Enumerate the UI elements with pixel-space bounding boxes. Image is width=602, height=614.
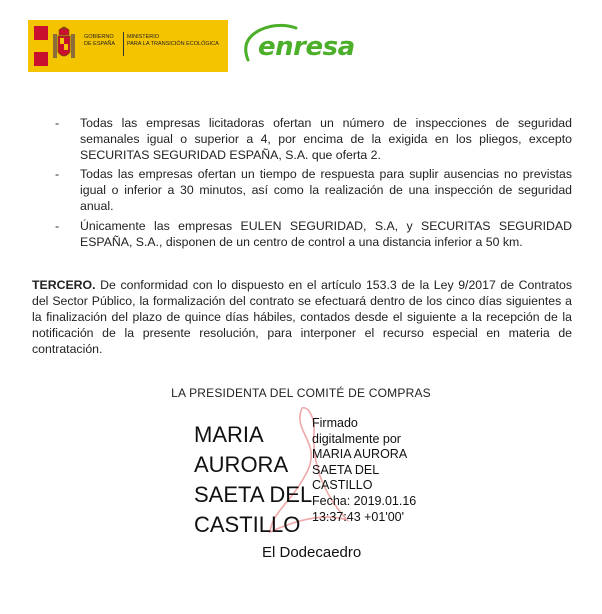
bullet-text: Todas las empresas licitadoras ofertan un número de inspecciones de seguridad semanales igual o superior a 4, por encima de la exigida en los pliegos, excepto SECURITAS SEGURIDAD ESPAÑA, S.A. que oferta 2.: [80, 116, 572, 162]
tercero-text: De conformidad con lo dispuesto en el artículo 153.3 de la Ley 9/2017 de Contratos del Sector Público, la formalización del contrato se efectuará dentro de los cinco días siguientes a la finalización del plazo de quince días hábiles, contados desde el siguiente a la recepción de la notificación de la presente resolución, para interponer el recurso especial en materia de contratación.: [32, 278, 572, 356]
signatory-role: LA PRESIDENTA DEL COMITÉ DE COMPRAS: [171, 386, 431, 400]
tercero-label: TERCERO.: [32, 278, 96, 293]
signer-name-line: SAETA DEL: [194, 482, 313, 507]
gobierno-label: GOBIERNO DE ESPAÑA: [84, 34, 116, 47]
digital-line: MARIA AURORA: [312, 447, 408, 462]
bullet-item: [32, 219, 572, 251]
footer-watermark-text: El Dodecaedro: [262, 544, 362, 561]
signer-name-line: MARIA: [194, 422, 264, 447]
bullet-text: Todas las empresas ofertan un tiempo de respuesta para suplir ausencias no previstas igual o inferior a 30 minutos, así como la realización de una inspección de seguridad anual.: [80, 167, 572, 213]
bullet-dash: -: [55, 167, 60, 182]
digital-line: digitalmente por: [312, 431, 401, 446]
coat-of-arms-icon: [50, 24, 78, 68]
digital-line: CASTILLO: [312, 478, 373, 493]
digital-line: 13:37:43 +01'00': [312, 509, 405, 524]
document-header: [28, 20, 588, 76]
digital-line: SAETA DEL: [312, 462, 380, 477]
ministerio-label: MINISTERIO PARA LA TRANSICIÓN ECOLÓGICA: [127, 34, 219, 47]
bullet-text: Únicamente las empresas EULEN SEGURIDAD, S.A, y SECURITAS SEGURIDAD ESPAÑA, S.A., disponen de un centro de control a una distancia inferior a 50 km.: [80, 218, 572, 249]
bullet-item: [32, 167, 572, 214]
digital-line: Firmado: [312, 416, 358, 430]
bullet-dash: -: [55, 116, 60, 130]
enresa-wordmark: enresa: [258, 32, 355, 62]
digital-signature-info: [312, 416, 416, 525]
gobierno-espana-logo: [28, 20, 228, 72]
signer-name-line: CASTILLO: [194, 512, 301, 537]
enresa-logo: [238, 20, 358, 72]
digital-line: Fecha: 2019.01.16: [312, 493, 417, 508]
signer-name-line: AURORA: [194, 452, 289, 477]
document-body: [32, 116, 572, 357]
flag-strip: [34, 26, 48, 66]
bullet-item: [32, 116, 572, 163]
signer-name: [194, 420, 314, 540]
bullet-dash: -: [55, 218, 60, 233]
tercero-paragraph: [32, 278, 572, 357]
logo-divider: [123, 32, 124, 56]
